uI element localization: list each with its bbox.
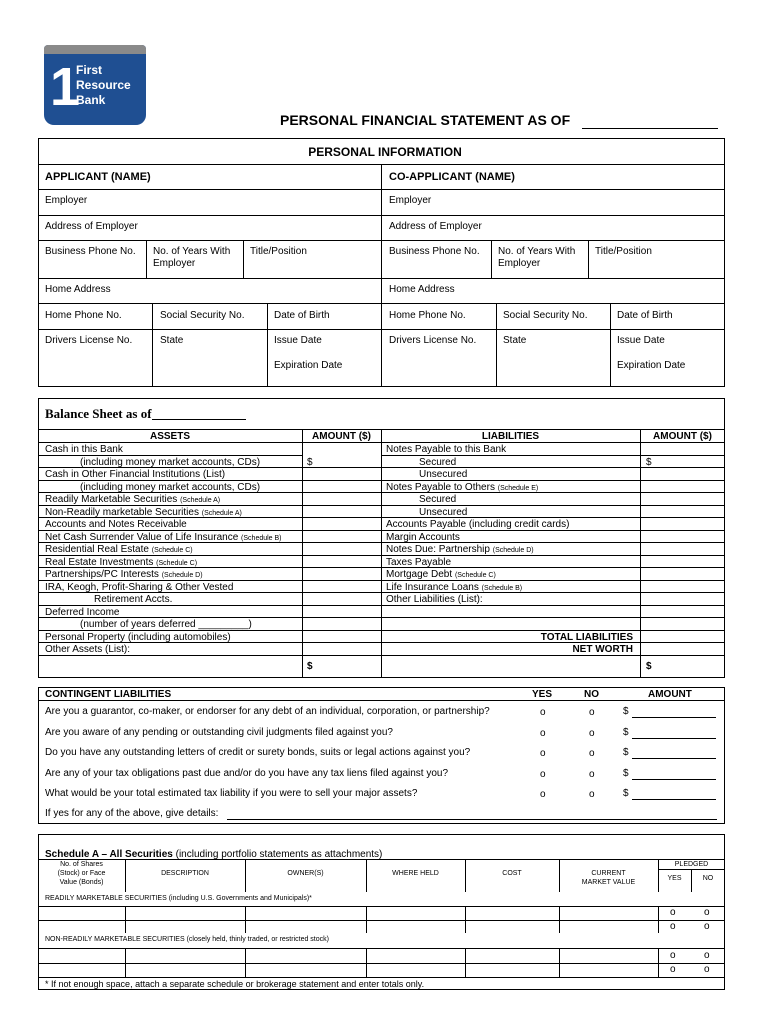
liability-row: Life Insurance Loans (Schedule B) — [386, 582, 523, 593]
pledged-no-radio-2[interactable]: o — [704, 921, 710, 932]
co-expiration-date-label: Expiration Date — [617, 360, 686, 371]
asset-row: Retirement Accts. — [94, 594, 173, 605]
logo-bar — [44, 45, 146, 54]
amount-field-4[interactable] — [632, 779, 716, 780]
total-liabilities-label: TOTAL LIABILITIES — [540, 632, 633, 643]
applicant-label: APPLICANT (NAME) — [45, 171, 151, 183]
balance-date-line[interactable] — [152, 419, 246, 420]
yes-radio-2[interactable]: o — [540, 728, 546, 739]
asset-row: Real Estate Investments (Schedule C) — [45, 557, 198, 568]
amount-dollar-4: $ — [623, 768, 629, 779]
yes-radio-5[interactable]: o — [540, 789, 546, 800]
no-radio-4[interactable]: o — [589, 769, 595, 780]
bank-logo — [44, 45, 146, 125]
drivers-license-label: Drivers License No. — [45, 335, 133, 346]
asset-row: Deferred Income — [45, 607, 120, 618]
contingent-question-4: Are any of your tax obligations past due and/or do you have any tax liens filed against you? — [45, 768, 449, 779]
asset-row: Accounts and Notes Receivable — [45, 519, 187, 530]
asset-row: Cash in this Bank — [45, 444, 123, 455]
no-radio-1[interactable]: o — [589, 707, 595, 718]
contingent-amount: AMOUNT — [648, 689, 692, 700]
contingent-yes: YES — [532, 689, 553, 700]
liability-row: Margin Accounts — [386, 532, 460, 543]
home-address-label: Home Address — [45, 284, 111, 295]
asset-row: Net Cash Surrender Value of Life Insurance (Schedule B) — [45, 532, 282, 543]
asset-row: Cash in Other Financial Institutions (List) — [45, 469, 226, 480]
amount-field-2[interactable] — [632, 738, 716, 739]
col-market-1: CURRENT — [591, 870, 626, 877]
liability-row: Notes Payable to Others (Schedule E) — [386, 482, 539, 493]
co-home-address-label: Home Address — [389, 284, 455, 295]
total-liab-dollar: $ — [646, 661, 652, 672]
col-cost: COST — [502, 870, 522, 877]
title-date-line[interactable] — [582, 128, 718, 129]
liability-row: Taxes Payable — [386, 557, 452, 568]
col-shares-2: (Stock) or Face — [57, 870, 106, 877]
col-pledged: PLEDGED — [674, 861, 709, 868]
asset-row: Non-Readily marketable Securities (Schedule A) — [45, 507, 242, 518]
amount-dollar-3: $ — [623, 747, 629, 758]
years-employer-label: Employer — [153, 258, 196, 269]
yes-radio-3[interactable]: o — [540, 748, 546, 759]
asset-row: IRA, Keogh, Profit-Sharing & Other Vested — [45, 582, 234, 593]
co-ssn-label: Social Security No. — [503, 310, 588, 321]
contingent-heading: CONTINGENT LIABILITIES — [45, 689, 172, 700]
amount-dollar-5: $ — [623, 788, 629, 799]
co-years-with-label: No. of Years With — [498, 246, 576, 257]
liability-dollar-sign: $ — [646, 457, 652, 468]
asset-row: Partnerships/PC Interests (Schedule D) — [45, 569, 203, 580]
pledged-yes-radio-4[interactable]: o — [670, 964, 676, 975]
asset-dollar-sign: $ — [307, 457, 313, 468]
nonreadily-label: NON-READILY MARKETABLE SECURITIES (closely held, thinly traded, or restricted stock) — [45, 936, 329, 943]
schedule-a-heading: Schedule A – All Securities (including portfolio statements as attachments) — [45, 849, 383, 860]
pledged-no-radio-3[interactable]: o — [704, 950, 710, 961]
liability-row: Accounts Payable (including credit cards) — [386, 519, 570, 530]
amount-field-3[interactable] — [632, 758, 716, 759]
co-employer-label: Employer — [389, 195, 432, 206]
pledged-no-radio-4[interactable]: o — [704, 964, 710, 975]
contingent-question-2: Are you aware of any pending or outstanding civil judgments filed against you? — [45, 727, 393, 738]
pledged-no-radio-1[interactable]: o — [704, 907, 710, 918]
no-radio-2[interactable]: o — [589, 728, 595, 739]
co-drivers-license-label: Drivers License No. — [389, 335, 477, 346]
col-market-2: MARKET VALUE — [581, 879, 636, 886]
logo-numeral: 1 — [50, 57, 81, 117]
liability-row: Secured — [419, 457, 457, 468]
yes-radio-1[interactable]: o — [540, 707, 546, 718]
liability-row: Other Liabilities (List): — [386, 594, 483, 605]
liability-row: Secured — [419, 494, 457, 505]
balance-sheet-heading: Balance Sheet as of — [45, 406, 152, 421]
ssn-label: Social Security No. — [160, 310, 245, 321]
liability-row: Unsecured — [419, 469, 468, 480]
no-radio-3[interactable]: o — [589, 748, 595, 759]
col-where-held: WHERE HELD — [392, 870, 439, 877]
net-worth-label: NET WORTH — [572, 644, 633, 655]
issue-date-label: Issue Date — [274, 335, 322, 346]
asset-row: (including money market accounts, CDs) — [80, 457, 261, 468]
amount-field-1[interactable] — [632, 717, 716, 718]
liabilities-heading: LIABILITIES — [481, 431, 540, 442]
dob-label: Date of Birth — [274, 310, 330, 321]
liability-row: Notes Due: Partnership (Schedule D) — [386, 544, 534, 555]
liability-row: Unsecured — [419, 507, 468, 518]
address-employer-label: Address of Employer — [45, 221, 138, 232]
logo-name — [76, 63, 131, 108]
contingent-question-1: Are you a guarantor, co-maker, or endorser for any debt of an individual, corporation, or partnership? — [45, 706, 490, 717]
employer-label: Employer — [45, 195, 88, 206]
years-with-label: No. of Years With — [153, 246, 231, 257]
state-label: State — [160, 335, 184, 346]
business-phone-label: Business Phone No. — [45, 246, 136, 257]
expiration-date-label: Expiration Date — [274, 360, 343, 371]
details-field[interactable] — [227, 819, 717, 820]
pledged-yes-radio-2[interactable]: o — [670, 921, 676, 932]
readily-label: READILY MARKETABLE SECURITIES (including U.S. Governments and Municipals)* — [45, 895, 312, 902]
co-years-employer-label: Employer — [498, 258, 541, 269]
total-assets-dollar: $ — [307, 661, 313, 672]
contingent-no: NO — [584, 689, 599, 700]
co-address-employer-label: Address of Employer — [389, 221, 482, 232]
home-phone-label: Home Phone No. — [45, 310, 122, 321]
co-home-phone-label: Home Phone No. — [389, 310, 466, 321]
title-position-label: Title/Position — [250, 246, 307, 257]
yes-radio-4[interactable]: o — [540, 769, 546, 780]
pledged-yes-radio-3[interactable]: o — [670, 950, 676, 961]
col-pledged-yes: YES — [667, 875, 682, 882]
co-issue-date-label: Issue Date — [617, 335, 665, 346]
logo-line-3: Bank — [76, 93, 106, 107]
asset-row: (number of years deferred _________) — [80, 619, 252, 630]
amount-dollar-1: $ — [623, 706, 629, 717]
amount-dollar-2: $ — [623, 727, 629, 738]
col-shares-3: Value (Bonds) — [59, 879, 104, 886]
liabilities-amount-heading: AMOUNT ($) — [653, 431, 712, 442]
co-business-phone-label: Business Phone No. — [389, 246, 480, 257]
assets-amount-heading: AMOUNT ($) — [312, 431, 371, 442]
coapplicant-label: CO-APPLICANT (NAME) — [389, 171, 515, 183]
col-pledged-no: NO — [702, 875, 714, 882]
amount-field-5[interactable] — [632, 799, 716, 800]
assets-heading: ASSETS — [149, 431, 190, 442]
asset-row: Personal Property (including automobiles) — [45, 632, 231, 643]
details-label: If yes for any of the above, give details: — [45, 808, 219, 819]
personal-info-heading: PERSONAL INFORMATION — [308, 145, 462, 159]
col-description: DESCRIPTION — [161, 870, 209, 877]
co-dob-label: Date of Birth — [617, 310, 673, 321]
contingent-question-3: Do you have any outstanding letters of credit or surety bonds, suits or legal actions against you? — [45, 747, 471, 758]
asset-row: Readily Marketable Securities (Schedule A) — [45, 494, 221, 505]
asset-row: (including money market accounts, CDs) — [80, 482, 261, 493]
page-title: PERSONAL FINANCIAL STATEMENT AS OF — [280, 112, 571, 128]
no-radio-5[interactable]: o — [589, 789, 595, 800]
liability-row: Mortgage Debt (Schedule C) — [386, 569, 496, 580]
col-owners: OWNER(S) — [287, 870, 324, 877]
asset-row: Other Assets (List): — [45, 644, 131, 655]
logo-line-2: Resource — [76, 78, 131, 92]
pledged-yes-radio-1[interactable]: o — [670, 907, 676, 918]
co-title-position-label: Title/Position — [595, 246, 652, 257]
asset-row: Residential Real Estate (Schedule C) — [45, 544, 193, 555]
liability-row: Notes Payable to this Bank — [386, 444, 507, 455]
col-shares-1: No. of Shares — [60, 861, 103, 868]
co-state-label: State — [503, 335, 527, 346]
logo-line-1: First — [76, 63, 103, 77]
contingent-question-5: What would be your total estimated tax liability if you were to sell your major assets? — [45, 788, 418, 799]
schedule-a-footnote: * If not enough space, attach a separate schedule or brokerage statement and enter totals only. — [45, 979, 425, 989]
